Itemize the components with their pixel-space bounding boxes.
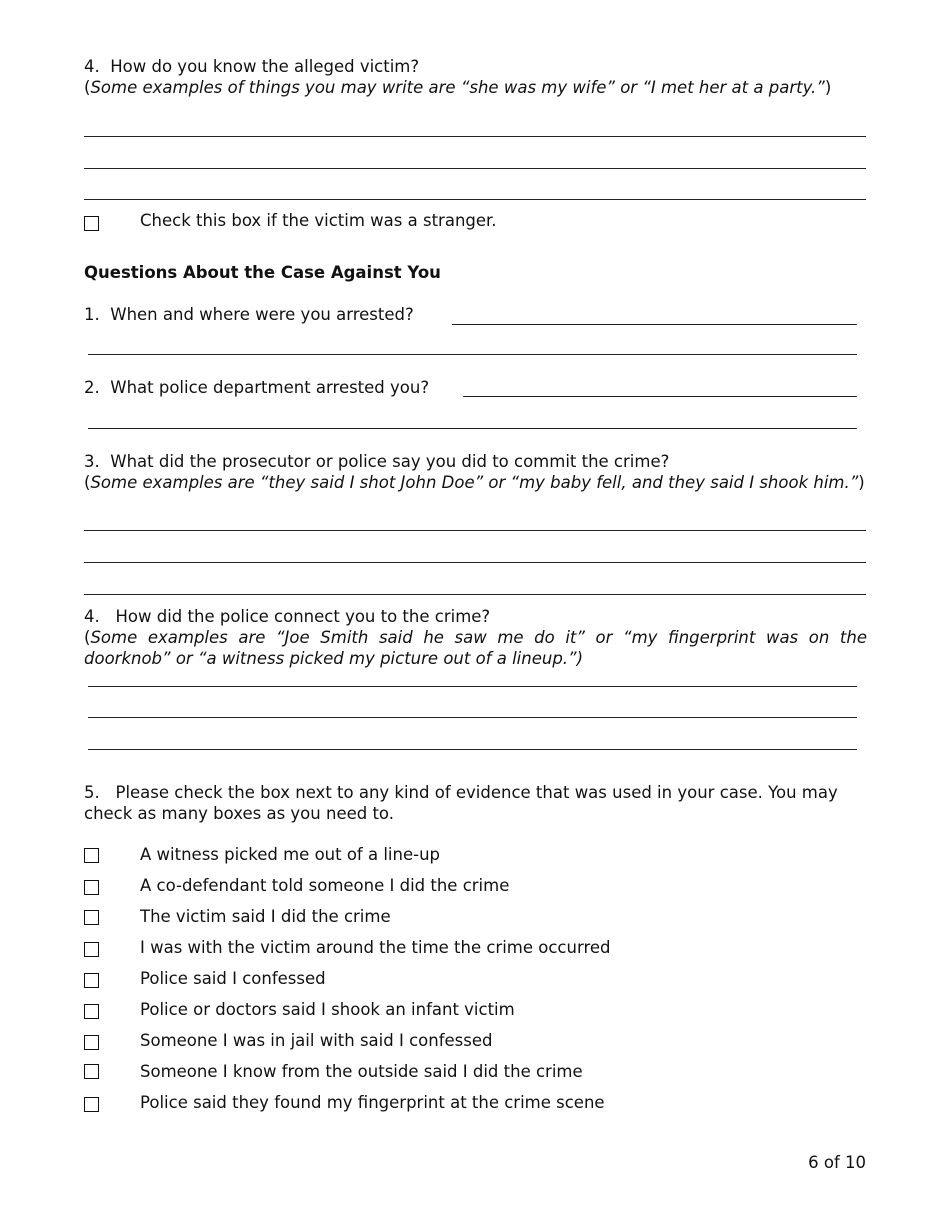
answer-line[interactable] xyxy=(84,594,866,595)
evidence-checkbox[interactable] xyxy=(84,973,99,988)
question-number: 1. xyxy=(84,305,100,324)
answer-line[interactable] xyxy=(84,168,866,169)
example-text: Some examples of things you may write are “she was my wife” or “I met her at a party.” xyxy=(90,78,825,97)
page-number: 6 of 10 xyxy=(808,1153,866,1172)
evidence-option-label: A witness picked me out of a line-up xyxy=(140,845,440,864)
stranger-checkbox-label: Check this box if the victim was a stranger. xyxy=(140,211,497,230)
evidence-option-label: I was with the victim around the time the crime occurred xyxy=(140,938,611,957)
case-question-5 xyxy=(84,782,867,824)
evidence-checkbox[interactable] xyxy=(84,880,99,895)
paren-open: ( xyxy=(84,628,91,647)
victim-question-4 xyxy=(84,56,867,98)
evidence-option-label: Police said they found my fingerprint at the crime scene xyxy=(140,1093,605,1112)
stranger-checkbox[interactable] xyxy=(84,216,99,231)
question-text: How did the police connect you to the crime? xyxy=(115,607,491,626)
question-text: Please check the box next to any kind of evidence that was used in your case. You may check as many boxes as you need to. xyxy=(84,783,838,823)
question-number: 3. xyxy=(84,452,100,471)
question-number: 4. xyxy=(84,607,100,626)
paren-open: ( xyxy=(84,78,91,97)
evidence-checkbox[interactable] xyxy=(84,1064,99,1079)
evidence-checkbox[interactable] xyxy=(84,848,99,863)
section-heading: Questions About the Case Against You xyxy=(84,263,441,282)
question-number: 4. xyxy=(84,57,100,76)
evidence-option-label: Police or doctors said I shook an infant victim xyxy=(140,1000,515,1019)
evidence-checkbox[interactable] xyxy=(84,1004,99,1019)
answer-line[interactable] xyxy=(88,428,857,429)
question-number: 5. xyxy=(84,783,100,802)
paren-close: ) xyxy=(824,78,832,97)
evidence-option-label: Someone I was in jail with said I confessed xyxy=(140,1031,493,1050)
answer-line[interactable] xyxy=(88,686,857,687)
case-question-4 xyxy=(84,606,867,669)
paren-open: ( xyxy=(84,473,91,492)
question-text: What did the prosecutor or police say you did to commit the crime? xyxy=(110,452,670,471)
evidence-checkbox[interactable] xyxy=(84,1035,99,1050)
answer-line[interactable] xyxy=(84,199,866,200)
answer-line[interactable] xyxy=(84,530,866,531)
example-text: Some examples are “they said I shot John Doe” or “my baby fell, and they said I shook him.” xyxy=(90,473,859,492)
paren-close: ) xyxy=(858,473,865,492)
question-number: 2. xyxy=(84,378,100,397)
case-question-2 xyxy=(84,378,429,397)
answer-line[interactable] xyxy=(88,717,857,718)
answer-line[interactable] xyxy=(88,749,857,750)
evidence-checkbox[interactable] xyxy=(84,910,99,925)
question-text: When and where were you arrested? xyxy=(110,305,414,324)
evidence-checkbox[interactable] xyxy=(84,942,99,957)
answer-line[interactable] xyxy=(88,354,857,355)
evidence-option-label: The victim said I did the crime xyxy=(140,907,391,926)
evidence-option-label: A co-defendant told someone I did the crime xyxy=(140,876,510,895)
evidence-checkbox[interactable] xyxy=(84,1097,99,1112)
answer-line[interactable] xyxy=(452,324,857,325)
case-question-1 xyxy=(84,305,414,324)
answer-line[interactable] xyxy=(84,136,866,137)
example-text: Some examples are “Joe Smith said he saw me do it” or “my fingerprint was on the doorknob” or “a witness picked my picture out of a lineup.”) xyxy=(84,628,867,668)
answer-line[interactable] xyxy=(84,562,866,563)
answer-line[interactable] xyxy=(463,396,857,397)
evidence-option-label: Someone I know from the outside said I did the crime xyxy=(140,1062,583,1081)
evidence-option-label: Police said I confessed xyxy=(140,969,326,988)
question-text: How do you know the alleged victim? xyxy=(110,57,420,76)
question-text: What police department arrested you? xyxy=(110,378,430,397)
case-question-3 xyxy=(84,451,867,493)
